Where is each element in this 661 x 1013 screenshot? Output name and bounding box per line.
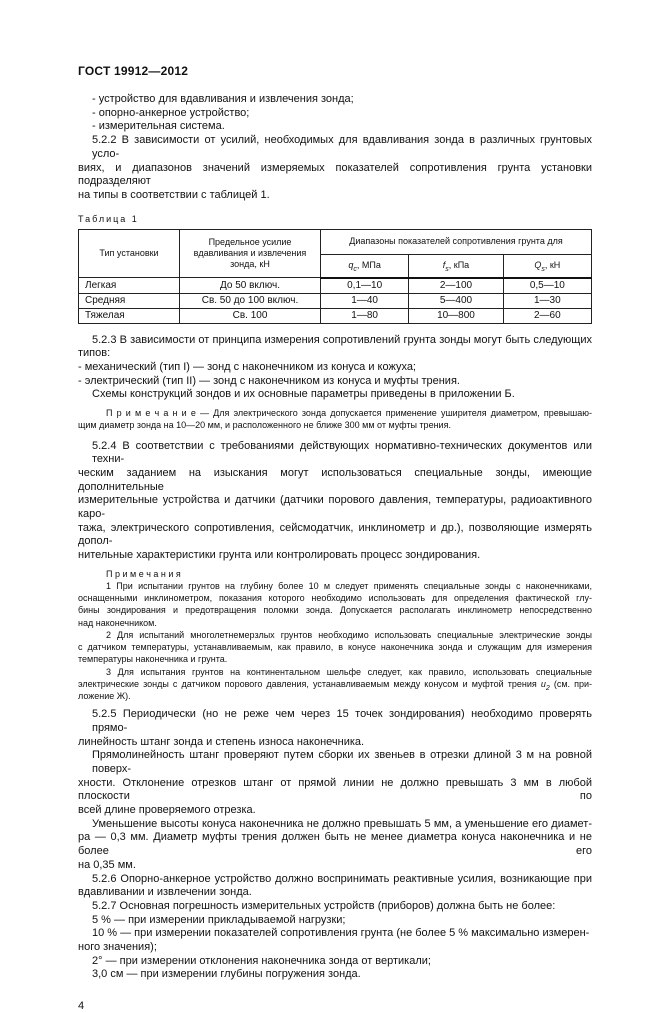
cell: 2—60 [503, 308, 591, 323]
note-2 [78, 629, 592, 666]
cell: 1—30 [503, 293, 591, 308]
text-line: линейность штанг зонда и степень износа наконечника. [78, 735, 365, 748]
clause-5-2-5-straightness [78, 749, 592, 818]
text-line: измерительные устройства и датчики (датчики порового давления, температуры, радиоактивного каро- [78, 494, 592, 521]
notes-title [78, 568, 592, 580]
col-header-qs: $Q_s$, кН [503, 254, 591, 278]
col-header-ranges: Диапазоны показателей сопротивления грунта для [321, 229, 592, 254]
cell: 5—400 [409, 293, 503, 308]
text-line: хности. Отклонение отрезков штанг от прямой линии не должно превышать 3 мм в любой плоскости по [78, 776, 592, 803]
clause-5-2-7 [78, 900, 592, 941]
clause-5-2-5-cone-wear [78, 818, 592, 873]
text-line: оснащенными инклинометром, показания которого необходимо использовать для определения фактической глу- [78, 593, 592, 604]
clause-5-2-4 [78, 440, 592, 563]
document-header: ГОСТ 19912—2012 [78, 64, 189, 78]
text-line: Схемы конструкций зондов и их основные параметры приведены в приложении Б. [92, 388, 515, 401]
text-line: 5.2.4 В соответствии с требованиями действующих нормативно-технических документов или техни- [92, 439, 592, 466]
cell: Средняя [79, 293, 180, 308]
cell: Св. 100 [180, 308, 321, 323]
cell: 10—800 [409, 308, 503, 323]
installation-types-table [78, 229, 592, 324]
document-page [78, 0, 592, 1013]
text-line: с датчиком температуры, устанавливаемым, как правило, в конусе наконечника зонда и служащим для измерения [78, 642, 592, 653]
text-line: над наконечником. [78, 617, 157, 628]
table-row [79, 278, 592, 294]
text-line: тажа, электрического сопротивления, сейсмодатчик, инклинометр и др.), позволяющие измерять допол- [78, 521, 592, 548]
text-line: бины зондирования и предотвращения поломки зонда. Допускается располагать инклинометр непосредственно [78, 605, 592, 616]
text-line: щим диаметр зонда на 10—20 мм, и расположенного не ближе 300 мм от муфты трения. [78, 420, 451, 431]
note-1 [78, 580, 592, 629]
text-line: типов: [78, 347, 111, 360]
page-number: 4 [78, 1000, 85, 1013]
cell: Легкая [79, 278, 180, 294]
note-electric-probe [78, 407, 592, 431]
text-line: виях, и диапазонов значений измеряемых показателей сопротивления грунта установки подразделяют [78, 161, 592, 188]
col-header-force: Предельное усилие вдавливания и извлечения зонда, кН [180, 229, 321, 278]
cell: 1—80 [321, 308, 409, 323]
text-line: нительные характеристики грунта или контролировать процесс зондирования. [78, 549, 481, 562]
text-line: - механический (тип I) — зонд с наконечником из конуса и кожуха; [78, 361, 416, 374]
text-line: 5.2.5 Периодически (но не реже чем через 15 точек зондирования) необходимо проверять прямо- [92, 708, 592, 734]
text-line: 5.2.3 В зависимости от принципа измерения сопротивлений грунта зонды могут быть следующих [92, 333, 592, 346]
text-line: ческим заданием на изыскания могут использоваться специальные зонды, имеющие дополнительные [78, 466, 592, 493]
text-line: Прямолинейность штанг проверяют путем сборки их звеньев в отрезки длиной 3 м на ровной поверх- [92, 749, 592, 775]
text-line: 5.2.2 В зависимости от усилий, необходимых для вдавливания зонда в различных грунтовых усло- [92, 134, 592, 160]
text-line: ра — 0,3 мм. Диаметр муфты трения должен быть не менее диаметра конуса наконечника и не более его [78, 831, 592, 858]
table-row [79, 308, 592, 323]
clause-5-2-5 [78, 708, 592, 749]
table-caption: Таблица 1 [78, 213, 139, 224]
col-header-qc: $q_c$, МПа [321, 254, 409, 278]
clause-5-2-3-schemes [78, 388, 592, 402]
text-line: 3 Для испытания грунтов на континентальном шельфе следует, как правило, использовать специальные [106, 666, 592, 677]
text-line: ложение Ж). [78, 690, 131, 701]
equipment-list [78, 93, 592, 134]
cell: 0,5—10 [503, 278, 591, 294]
text-line: - устройство для вдавливания и извлечения зонда; [92, 93, 354, 105]
col-header-type: Тип установки [79, 229, 180, 278]
note-3 [78, 666, 592, 703]
cell: 1—40 [321, 293, 409, 308]
text-line: - опорно-анкерное устройство; [92, 106, 250, 119]
text-line: - электрический (тип II) — зонд с наконечником из конуса и муфты трения. [78, 374, 460, 387]
clause-5-2-7-cont [78, 941, 592, 955]
text-line: вдавливании и извлечении зонда. [78, 886, 252, 899]
text-line: температуры наконечника и грунта. [78, 654, 228, 665]
text-line: электрические зонды с датчиком порового давления, устанавливаемым между конусом и муфтой трения $u_2$ (см. при- [78, 678, 592, 692]
text-line: 5.2.6 Опорно-анкерное устройство должно воспринимать реактивные усилия, возникающие при [92, 872, 592, 885]
text-line: 10 % — при измерении показателей сопротивления грунта (не более 5 % максимально измерен- [92, 927, 590, 940]
text-line: всей длине проверяемого отрезка. [78, 804, 256, 817]
probe-types-list [78, 361, 592, 388]
text-line: 2 Для испытаний многолетнемерзлых грунтов необходимо использовать специальные электрические зонды [106, 629, 592, 640]
notes-title-text: П р и м е ч а н и я [106, 568, 181, 579]
text-line: ного значения); [78, 941, 157, 954]
cell: Св. 50 до 100 включ. [180, 293, 321, 308]
col-header-fs: $f_s$, кПа [409, 254, 503, 278]
text-line: на типы в соответствии с таблицей 1. [78, 188, 270, 201]
clause-5-2-6 [78, 873, 592, 900]
text-line: Уменьшение высоты конуса наконечника не должно превышать 5 мм, а уменьшение его диамет- [92, 817, 592, 830]
clause-5-2-7-list [78, 955, 592, 982]
clause-5-2-3 [78, 334, 592, 361]
cell: 0,1—10 [321, 278, 409, 294]
text-line: 3,0 см — при измерении глубины погружения зонда. [92, 968, 361, 981]
text-line: П р и м е ч а н и е — Для электрического зонда допускается применение уширителя диаметром, превышаю- [106, 408, 592, 419]
cell: Тяжелая [79, 308, 180, 323]
cell: До 50 включ. [180, 278, 321, 294]
text-line: 1 При испытании грунтов на глубину более 10 м следует применять специальные зонды с наконечниками, [106, 581, 592, 592]
table-row [79, 293, 592, 308]
text-line: на 0,35 мм. [78, 858, 136, 871]
text-line: - измерительная система. [92, 120, 225, 133]
clause-5-2-2 [78, 134, 592, 203]
text-line: 5.2.7 Основная погрешность измерительных устройств (приборов) должна быть не более: [92, 899, 556, 912]
text-line: 5 % — при измерении прикладываемой нагрузки; [92, 913, 346, 926]
text-line: 2° — при измерении отклонения наконечника зонда от вертикали; [92, 954, 431, 967]
cell: 2—100 [409, 278, 503, 294]
